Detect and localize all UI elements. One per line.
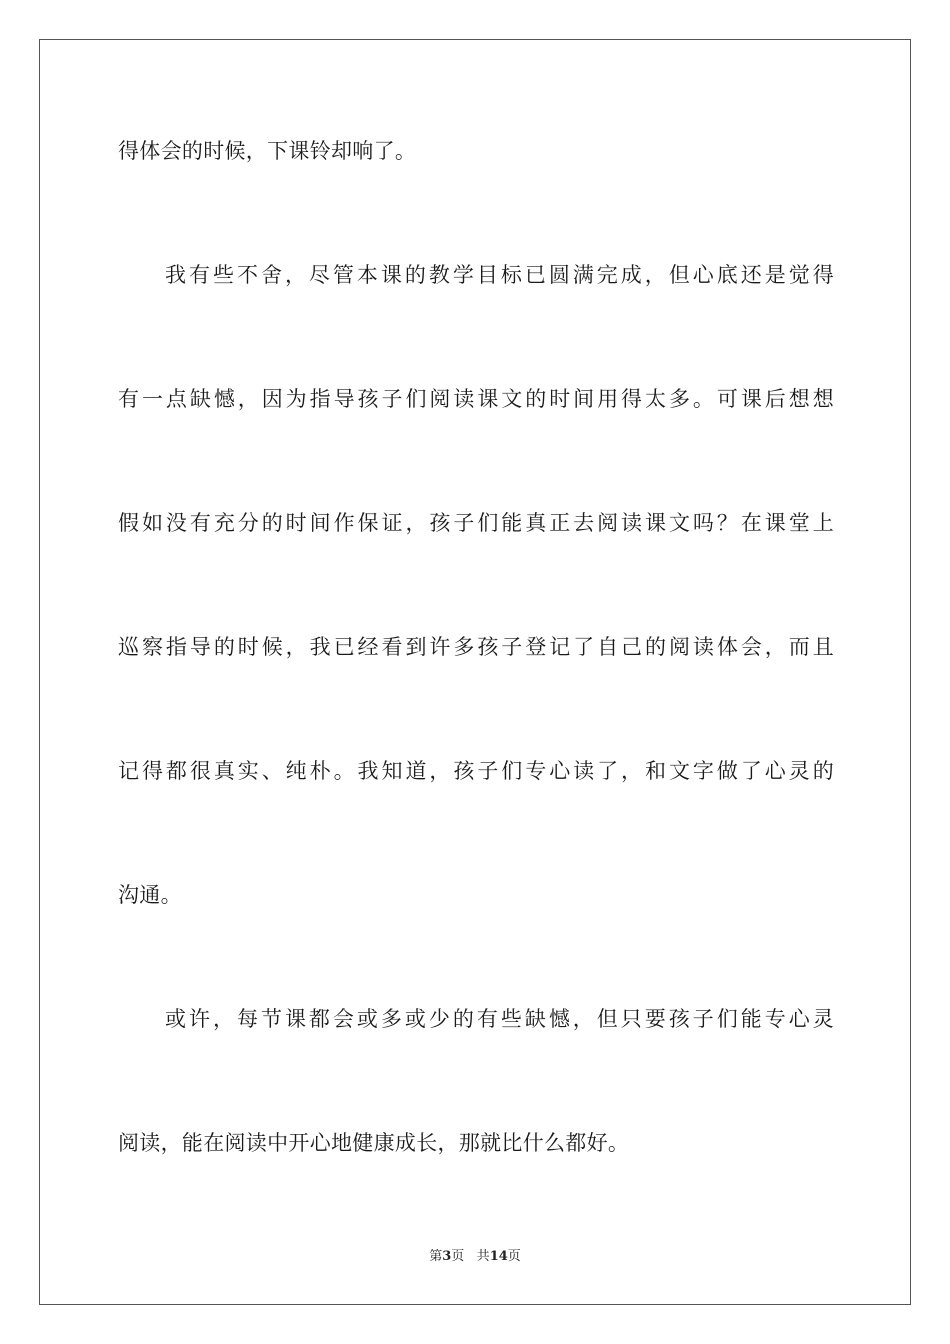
paragraph-line: 沟通。 xyxy=(118,883,182,907)
paragraph-line: 记得都很真实、纯朴。我知道，孩子们专心读了，和文字做了心灵的 xyxy=(118,759,834,783)
paragraph-line: 得体会的时候，下课铃却响了。 xyxy=(118,139,417,163)
paragraph-line: 或许，每节课都会或多或少的有些缺憾，但只要孩子们能专心灵 xyxy=(165,1007,834,1031)
paragraph-line: 阅读，能在阅读中开心地健康成长，那就比什么都好。 xyxy=(118,1131,630,1155)
page-number-footer xyxy=(0,1248,950,1266)
paragraph-line: 我有些不舍，尽管本课的教学目标已圆满完成，但心底还是觉得 xyxy=(165,263,834,287)
page-border xyxy=(39,39,911,1305)
page-prefix: 第 xyxy=(429,1249,443,1264)
total-unit: 页 xyxy=(507,1249,521,1264)
total-prefix: 共 xyxy=(476,1249,490,1264)
paragraph-line: 有一点缺憾，因为指导孩子们阅读课文的时间用得太多。可课后想想 xyxy=(118,387,834,411)
page-unit: 页 xyxy=(451,1249,465,1264)
paragraph-line: 假如没有充分的时间作保证，孩子们能真正去阅读课文吗？在课堂上 xyxy=(118,511,834,535)
page-total: 14 xyxy=(489,1249,508,1264)
page-current: 3 xyxy=(442,1249,452,1264)
paragraph-line: 巡察指导的时候，我已经看到许多孩子登记了自己的阅读体会，而且 xyxy=(118,635,834,659)
